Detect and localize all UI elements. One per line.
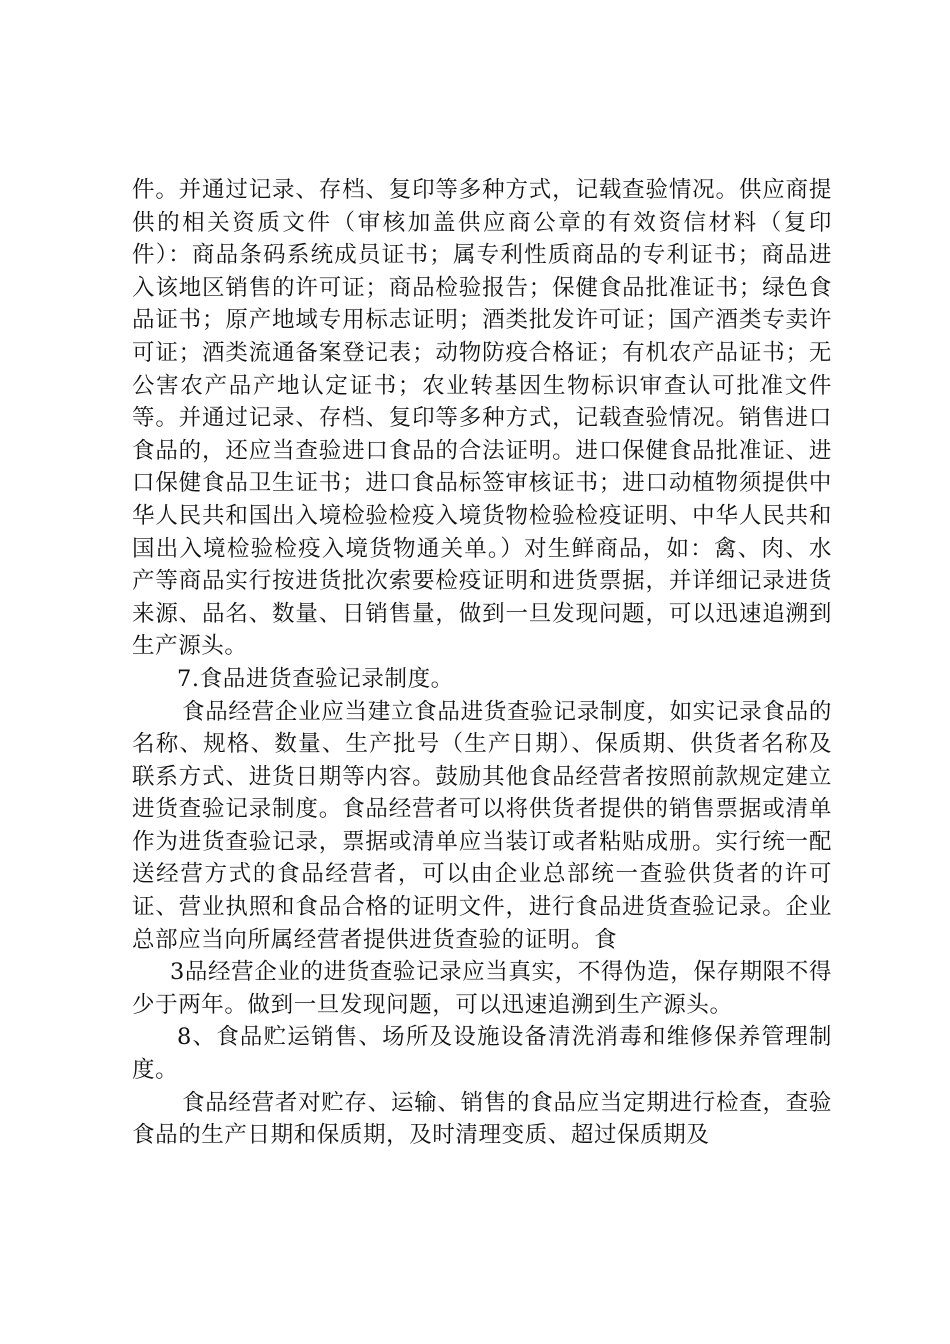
heading-purchase-inspection-record-system: 7.食品进货查验记录制度。: [177, 665, 454, 692]
document-body: [132, 174, 832, 1152]
heading-storage-cleaning-maintenance-system: 8、食品贮运销售、场所及设施设备清洗消毒和维修保养管理制度。: [132, 1024, 832, 1084]
paragraph-periodic-inspection: 食品经营者对贮存、运输、销售的食品应当定期进行检查，查验食品的生产日期和保质期，及时清理变质、超过保质期及: [132, 1089, 832, 1149]
paragraph-record-retention: 3品经营企业的进货查验记录应当真实，不得伪造，保存期限不得少于两年。做到一旦发现问题，可以迅速追溯到生产源头。: [132, 959, 832, 1018]
paragraph-purchase-inspection-records: 食品经营企业应当建立食品进货查验记录制度，如实记录食品的名称、规格、数量、生产批号（生产日期）、保质期、供货者名称及联系方式、进货日期等内容。鼓励其他食品经营者按照前款规定建立进货查验记录制度。食品经营者可以将供货者提供的销售票据或清单作为进货查验记录，票据或清单应当装订或者粘贴成册。实行统一配送经营方式的食品经营者，可以由企业总部统一查验供货者的许可证、营业执照和食品合格的证明文件，进行食品进货查验记录。企业总部应当向所属经营者提供进货查验的证明。食: [132, 698, 832, 953]
paragraph-supplier-qualifications: 件。并通过记录、存档、复印等多种方式，记载查验情况。供应商提供的相关资质文件（审核加盖供应商公章的有效资信材料（复印件）：商品条码系统成员证书；属专利性质商品的专利证书；商品进入该地区销售的许可证；商品检验报告；保健食品批准证书；绿色食品证书；原产地域专用标志证明；酒类批发许可证；国产酒类专卖许可证；酒类流通备案登记表；动物防疫合格证；有机农产品证书；无公害农产品产地认定证书；农业转基因生物标识审查认可批准文件等。并通过记录、存档、复印等多种方式，记载查验情况。销售进口食品的，还应当查验进口食品的合法证明。进口保健食品批准证、进口保健食品卫生证书；进口食品标签审核证书；进口动植物须提供中华人民共和国出入境检验检疫入境货物检验检疫证明、中华人民共和国出入境检验检疫入境货物通关单。）对生鲜商品，如：禽、肉、水产等商品实行按进货批次索要检疫证明和进货票据，并详细记录进货来源、品名、数量、日销售量，做到一旦发现问题，可以迅速追溯到生产源头。: [132, 177, 832, 660]
